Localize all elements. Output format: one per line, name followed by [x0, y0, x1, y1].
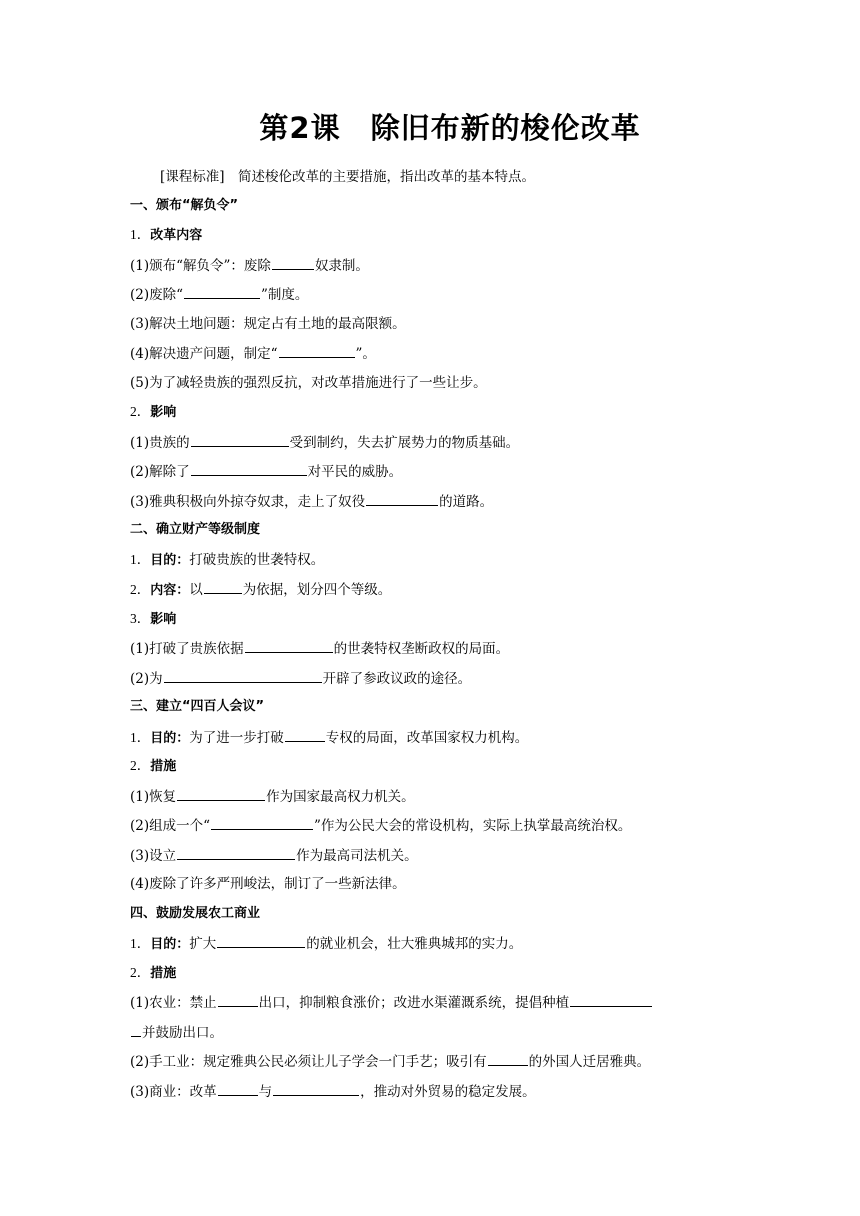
course-standard — [160, 168, 535, 186]
list-item: (2)组成一个“ ”作为公民大会的常设机构，实际上执掌最高统治权。 — [130, 818, 632, 834]
list-item: (3)设立 作为最高司法机关。 — [130, 848, 418, 864]
fill-blank — [279, 344, 355, 358]
fill-blank — [218, 993, 258, 1007]
fill-blank — [217, 934, 305, 948]
section-heading-4: 四、鼓励发展农工商业 — [130, 906, 261, 921]
subheading-2-3: 3．影响 — [130, 611, 177, 627]
list-item: (1)打破了贵族依据 的世袭特权垄断政权的局面。 — [130, 641, 510, 657]
fill-blank — [211, 816, 313, 830]
subheading-4-2: 2．措施 — [130, 965, 177, 981]
subheading-2-2: 2．内容：以 为依据，划分四个等级。 — [130, 582, 392, 598]
list-item: (4)废除了许多严刑峻法，制订了一些新法律。 — [130, 876, 406, 892]
list-item: (1)恢复 作为国家最高权力机关。 — [130, 789, 415, 805]
subheading-1-1: 1．改革内容 — [130, 227, 203, 243]
section-heading-3: 三、建立“四百人会议” — [130, 699, 265, 714]
fill-blank — [366, 492, 438, 506]
list-item: (3)解决土地问题：规定占有土地的最高限额。 — [130, 316, 406, 332]
list-item: (2)废除“ ”制度。 — [130, 287, 309, 303]
fill-blank — [218, 1082, 258, 1096]
list-item-continuation: 并鼓励出口。 — [130, 1023, 223, 1042]
list-item: (3)雅典积极向外掠夺奴隶，走上了奴役 的道路。 — [130, 494, 494, 510]
list-item: (2)解除了 对平民的威胁。 — [130, 464, 403, 480]
subheading-3-1: 1．目的：为了进一步打破 专权的局面，改革国家权力机构。 — [130, 730, 529, 746]
section-heading-1: 一、颁布“解负令” — [130, 198, 239, 213]
fill-blank — [164, 669, 322, 683]
standard-text: 简述梭伦改革的主要措施，指出改革的基本特点。 — [238, 169, 536, 185]
list-item: (2)为 开辟了参政议政的途径。 — [130, 671, 472, 687]
fill-blank — [245, 639, 333, 653]
subheading-2-1: 1．目的：打破贵族的世袭特权。 — [130, 552, 325, 568]
fill-blank — [488, 1052, 528, 1066]
standard-label: [课程标准] — [160, 169, 225, 185]
fill-blank — [191, 433, 289, 447]
list-item: (3)商业：改革 与 ，推动对外贸易的稳定发展。 — [130, 1084, 536, 1100]
list-item: (1)农业：禁止 出口，抑制粮食涨价；改进水渠灌溉系统，提倡种植 — [130, 993, 653, 1012]
section-heading-2: 二、确立财产等级制度 — [130, 522, 261, 537]
list-item: (4)解决遗产问题，制定“ ”。 — [130, 346, 376, 362]
fill-blank — [204, 580, 242, 594]
subheading-4-1: 1．目的：扩大 的就业机会，壮大雅典城邦的实力。 — [130, 936, 523, 952]
subheading-1-2: 2．影响 — [130, 404, 177, 420]
fill-blank — [272, 256, 314, 270]
fill-blank — [191, 462, 307, 476]
fill-blank — [177, 787, 265, 801]
list-item: (1)颁布“解负令”：废除 奴隶制。 — [130, 258, 369, 274]
list-item: (5)为了减轻贵族的强烈反抗，对改革措施进行了一些让步。 — [130, 375, 487, 391]
list-item: (1)贵族的 受到制约，失去扩展势力的物质基础。 — [130, 435, 520, 451]
fill-blank — [131, 1023, 141, 1037]
list-item: (2)手工业：规定雅典公民必须让儿子学会一门手艺；吸引有 的外国人迁居雅典。 — [130, 1054, 651, 1070]
fill-blank — [184, 285, 260, 299]
fill-blank — [177, 846, 295, 860]
fill-blank — [285, 728, 325, 742]
subheading-3-2: 2．措施 — [130, 758, 177, 774]
fill-blank — [273, 1082, 359, 1096]
page-title: 第2课 除旧布新的梭伦改革 — [259, 111, 641, 145]
fill-blank — [570, 993, 652, 1007]
